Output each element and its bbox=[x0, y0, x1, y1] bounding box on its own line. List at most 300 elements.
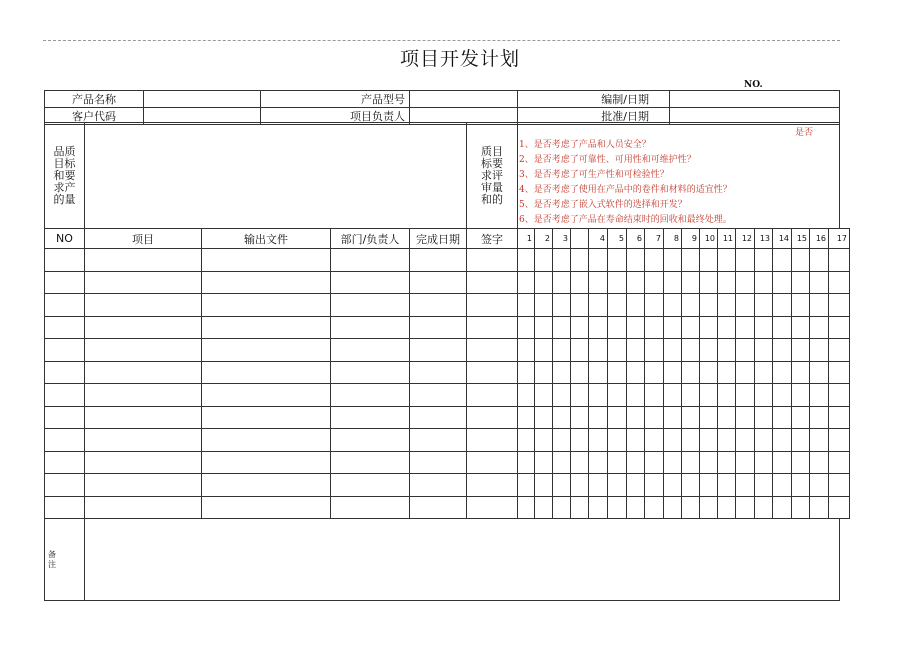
grid-cell[interactable] bbox=[608, 384, 627, 407]
grid-cell[interactable] bbox=[608, 451, 627, 474]
grid-cell[interactable] bbox=[792, 429, 810, 452]
grid-cell[interactable] bbox=[773, 249, 792, 272]
grid-cell[interactable] bbox=[700, 384, 718, 407]
compile-date-field[interactable] bbox=[670, 91, 840, 108]
grid-cell[interactable] bbox=[810, 384, 829, 407]
grid-cell[interactable] bbox=[467, 316, 518, 339]
grid-cell[interactable] bbox=[664, 496, 682, 519]
grid-cell[interactable] bbox=[682, 249, 700, 272]
grid-cell[interactable] bbox=[736, 249, 755, 272]
grid-cell[interactable] bbox=[682, 361, 700, 384]
grid-cell[interactable] bbox=[645, 294, 664, 317]
grid-cell[interactable] bbox=[627, 474, 645, 497]
grid-cell[interactable] bbox=[773, 294, 792, 317]
grid-cell[interactable] bbox=[553, 406, 571, 429]
grid-cell[interactable] bbox=[535, 249, 553, 272]
grid-cell[interactable] bbox=[535, 496, 553, 519]
grid-cell[interactable] bbox=[792, 451, 810, 474]
grid-cell[interactable] bbox=[467, 429, 518, 452]
grid-cell[interactable] bbox=[682, 429, 700, 452]
grid-cell[interactable] bbox=[682, 384, 700, 407]
grid-cell[interactable] bbox=[718, 294, 736, 317]
grid-cell[interactable] bbox=[518, 249, 535, 272]
grid-cell[interactable] bbox=[755, 294, 773, 317]
grid-cell[interactable] bbox=[589, 316, 608, 339]
grid-cell[interactable] bbox=[736, 384, 755, 407]
grid-cell[interactable] bbox=[85, 294, 202, 317]
grid-cell[interactable] bbox=[553, 339, 571, 362]
grid-cell[interactable] bbox=[85, 474, 202, 497]
grid-cell[interactable] bbox=[627, 249, 645, 272]
week-col: 6 bbox=[627, 229, 645, 249]
grid-cell[interactable] bbox=[202, 384, 331, 407]
grid-cell[interactable] bbox=[571, 249, 589, 272]
grid-cell[interactable] bbox=[202, 294, 331, 317]
grid-cell[interactable] bbox=[627, 384, 645, 407]
grid-cell[interactable] bbox=[553, 271, 571, 294]
grid-cell[interactable] bbox=[829, 496, 850, 519]
grid-cell[interactable] bbox=[467, 294, 518, 317]
grid-cell[interactable] bbox=[589, 361, 608, 384]
grid-cell[interactable] bbox=[518, 429, 535, 452]
grid-cell[interactable] bbox=[645, 361, 664, 384]
grid-cell[interactable] bbox=[85, 249, 202, 272]
grid-cell[interactable] bbox=[518, 271, 535, 294]
grid-cell[interactable] bbox=[810, 361, 829, 384]
grid-cell[interactable] bbox=[773, 474, 792, 497]
grid-cell[interactable] bbox=[645, 406, 664, 429]
grid-cell[interactable] bbox=[85, 361, 202, 384]
grid-cell[interactable] bbox=[45, 451, 85, 474]
grid-cell[interactable] bbox=[535, 429, 553, 452]
grid-cell[interactable] bbox=[608, 271, 627, 294]
week-col: 15 bbox=[792, 229, 810, 249]
grid-cell[interactable] bbox=[810, 451, 829, 474]
grid-cell[interactable] bbox=[535, 474, 553, 497]
grid-cell[interactable] bbox=[45, 339, 85, 362]
grid-cell[interactable] bbox=[829, 316, 850, 339]
grid-cell[interactable] bbox=[718, 496, 736, 519]
grid-cell[interactable] bbox=[627, 429, 645, 452]
grid-cell[interactable] bbox=[608, 429, 627, 452]
grid-cell[interactable] bbox=[518, 316, 535, 339]
grid-cell[interactable] bbox=[700, 474, 718, 497]
grid-cell[interactable] bbox=[645, 474, 664, 497]
grid-cell[interactable] bbox=[331, 361, 410, 384]
grid-cell[interactable] bbox=[664, 271, 682, 294]
grid-cell[interactable] bbox=[553, 249, 571, 272]
grid-cell[interactable] bbox=[755, 496, 773, 519]
grid-cell[interactable] bbox=[45, 271, 85, 294]
col-finish-date: 完成日期 bbox=[410, 229, 467, 249]
grid-cell[interactable] bbox=[792, 406, 810, 429]
grid-cell[interactable] bbox=[553, 361, 571, 384]
grid-cell[interactable] bbox=[829, 406, 850, 429]
grid-cell[interactable] bbox=[736, 474, 755, 497]
grid-cell[interactable] bbox=[608, 474, 627, 497]
grid-cell[interactable] bbox=[535, 451, 553, 474]
grid-cell[interactable] bbox=[645, 339, 664, 362]
grid-cell[interactable] bbox=[45, 384, 85, 407]
grid-cell[interactable] bbox=[773, 361, 792, 384]
grid-cell[interactable] bbox=[553, 429, 571, 452]
grid-cell[interactable] bbox=[331, 339, 410, 362]
grid-cell[interactable] bbox=[589, 271, 608, 294]
grid-cell[interactable] bbox=[85, 406, 202, 429]
grid-cell[interactable] bbox=[467, 406, 518, 429]
grid-cell[interactable] bbox=[553, 496, 571, 519]
grid-cell[interactable] bbox=[829, 339, 850, 362]
grid-cell[interactable] bbox=[467, 474, 518, 497]
grid-cell[interactable] bbox=[467, 249, 518, 272]
grid-cell[interactable] bbox=[202, 429, 331, 452]
grid-cell[interactable] bbox=[331, 384, 410, 407]
grid-cell[interactable] bbox=[589, 249, 608, 272]
grid-cell[interactable] bbox=[700, 361, 718, 384]
grid-cell[interactable] bbox=[682, 451, 700, 474]
grid-cell[interactable] bbox=[792, 474, 810, 497]
remark-field[interactable] bbox=[85, 519, 840, 601]
grid-cell[interactable] bbox=[589, 339, 608, 362]
grid-cell[interactable] bbox=[664, 429, 682, 452]
grid-cell[interactable] bbox=[792, 271, 810, 294]
grid-cell[interactable] bbox=[45, 249, 85, 272]
grid-cell[interactable] bbox=[700, 294, 718, 317]
grid-cell[interactable] bbox=[645, 384, 664, 407]
grid-cell[interactable] bbox=[535, 361, 553, 384]
grid-cell[interactable] bbox=[571, 451, 589, 474]
grid-cell[interactable] bbox=[718, 406, 736, 429]
grid-cell[interactable] bbox=[829, 294, 850, 317]
grid-cell[interactable] bbox=[535, 406, 553, 429]
grid-cell[interactable] bbox=[773, 316, 792, 339]
grid-cell[interactable] bbox=[410, 339, 467, 362]
grid-cell[interactable] bbox=[700, 406, 718, 429]
grid-cell[interactable] bbox=[410, 294, 467, 317]
grid-cell[interactable] bbox=[331, 496, 410, 519]
grid-cell[interactable] bbox=[571, 271, 589, 294]
col-no: NO bbox=[45, 229, 85, 249]
grid-cell[interactable] bbox=[810, 406, 829, 429]
grid-cell[interactable] bbox=[85, 451, 202, 474]
grid-cell[interactable] bbox=[682, 271, 700, 294]
grid-cell[interactable] bbox=[682, 406, 700, 429]
grid-cell[interactable] bbox=[810, 316, 829, 339]
grid-cell[interactable] bbox=[664, 294, 682, 317]
grid-cell[interactable] bbox=[645, 271, 664, 294]
grid-cell[interactable] bbox=[518, 361, 535, 384]
grid-cell[interactable] bbox=[792, 339, 810, 362]
grid-cell[interactable] bbox=[627, 271, 645, 294]
grid-cell[interactable] bbox=[700, 451, 718, 474]
grid-cell[interactable] bbox=[792, 249, 810, 272]
grid-cell[interactable] bbox=[627, 361, 645, 384]
grid-cell[interactable] bbox=[627, 339, 645, 362]
grid-cell[interactable] bbox=[589, 406, 608, 429]
grid-cell[interactable] bbox=[571, 384, 589, 407]
grid-cell[interactable] bbox=[718, 339, 736, 362]
grid-cell[interactable] bbox=[553, 294, 571, 317]
grid-cell[interactable] bbox=[736, 361, 755, 384]
grid-cell[interactable] bbox=[571, 361, 589, 384]
grid-cell[interactable] bbox=[589, 294, 608, 317]
grid-cell[interactable] bbox=[331, 406, 410, 429]
grid-cell[interactable] bbox=[608, 316, 627, 339]
grid-cell[interactable] bbox=[202, 316, 331, 339]
grid-cell[interactable] bbox=[467, 384, 518, 407]
grid-cell[interactable] bbox=[810, 429, 829, 452]
grid-cell[interactable] bbox=[773, 384, 792, 407]
grid-cell[interactable] bbox=[202, 451, 331, 474]
grid-cell[interactable] bbox=[608, 339, 627, 362]
grid-cell[interactable] bbox=[518, 406, 535, 429]
grid-cell[interactable] bbox=[589, 384, 608, 407]
grid-cell[interactable] bbox=[571, 294, 589, 317]
grid-cell[interactable] bbox=[792, 316, 810, 339]
grid-cell[interactable] bbox=[773, 496, 792, 519]
grid-cell[interactable] bbox=[718, 384, 736, 407]
grid-cell[interactable] bbox=[810, 294, 829, 317]
grid-cell[interactable] bbox=[331, 429, 410, 452]
grid-cell[interactable] bbox=[664, 384, 682, 407]
grid-cell[interactable] bbox=[718, 249, 736, 272]
grid-cell[interactable] bbox=[736, 429, 755, 452]
grid-cell[interactable] bbox=[645, 451, 664, 474]
grid-cell[interactable] bbox=[682, 339, 700, 362]
grid-cell[interactable] bbox=[535, 271, 553, 294]
grid-cell[interactable] bbox=[589, 474, 608, 497]
grid-cell[interactable] bbox=[755, 271, 773, 294]
week-col: 17 bbox=[829, 229, 850, 249]
grid-cell[interactable] bbox=[718, 271, 736, 294]
grid-cell[interactable] bbox=[810, 339, 829, 362]
grid-cell[interactable] bbox=[700, 429, 718, 452]
grid-cell[interactable] bbox=[682, 294, 700, 317]
grid-cell[interactable] bbox=[45, 474, 85, 497]
grid-cell[interactable] bbox=[645, 429, 664, 452]
grid-cell[interactable] bbox=[645, 496, 664, 519]
grid-cell[interactable] bbox=[410, 451, 467, 474]
grid-cell[interactable] bbox=[755, 406, 773, 429]
grid-cell[interactable] bbox=[202, 339, 331, 362]
grid-cell[interactable] bbox=[792, 294, 810, 317]
grid-cell[interactable] bbox=[608, 249, 627, 272]
grid-cell[interactable] bbox=[410, 429, 467, 452]
grid-cell[interactable] bbox=[682, 474, 700, 497]
grid-cell[interactable] bbox=[45, 361, 85, 384]
grid-cell[interactable] bbox=[755, 339, 773, 362]
grid-cell[interactable] bbox=[627, 406, 645, 429]
grid-cell[interactable] bbox=[331, 451, 410, 474]
quality-goals-field[interactable] bbox=[85, 123, 467, 229]
grid-cell[interactable] bbox=[85, 316, 202, 339]
grid-cell[interactable] bbox=[608, 406, 627, 429]
grid-cell[interactable] bbox=[773, 406, 792, 429]
grid-cell[interactable] bbox=[331, 271, 410, 294]
product-name-field[interactable] bbox=[144, 91, 261, 108]
grid-cell[interactable] bbox=[202, 474, 331, 497]
grid-cell[interactable] bbox=[202, 406, 331, 429]
grid-cell[interactable] bbox=[571, 496, 589, 519]
grid-cell[interactable] bbox=[518, 451, 535, 474]
grid-cell[interactable] bbox=[718, 316, 736, 339]
grid-cell[interactable] bbox=[467, 271, 518, 294]
grid-cell[interactable] bbox=[810, 474, 829, 497]
grid-cell[interactable] bbox=[773, 429, 792, 452]
grid-cell[interactable] bbox=[645, 249, 664, 272]
grid-cell[interactable] bbox=[571, 429, 589, 452]
grid-cell[interactable] bbox=[45, 294, 85, 317]
grid-cell[interactable] bbox=[331, 474, 410, 497]
grid-cell[interactable] bbox=[718, 451, 736, 474]
grid-cell[interactable] bbox=[773, 339, 792, 362]
grid-cell[interactable] bbox=[810, 271, 829, 294]
grid-cell[interactable] bbox=[755, 451, 773, 474]
grid-cell[interactable] bbox=[589, 496, 608, 519]
grid-cell[interactable] bbox=[589, 451, 608, 474]
grid-cell[interactable] bbox=[718, 474, 736, 497]
grid-cell[interactable] bbox=[736, 294, 755, 317]
grid-cell[interactable] bbox=[331, 249, 410, 272]
grid-cell[interactable] bbox=[755, 361, 773, 384]
table-row bbox=[45, 406, 850, 429]
grid-cell[interactable] bbox=[202, 361, 331, 384]
grid-cell[interactable] bbox=[518, 294, 535, 317]
grid-cell[interactable] bbox=[829, 384, 850, 407]
grid-cell[interactable] bbox=[664, 361, 682, 384]
product-model-field[interactable] bbox=[410, 91, 518, 108]
grid-cell[interactable] bbox=[664, 249, 682, 272]
grid-cell[interactable] bbox=[755, 429, 773, 452]
grid-cell[interactable] bbox=[202, 271, 331, 294]
grid-cell[interactable] bbox=[410, 316, 467, 339]
grid-cell[interactable] bbox=[467, 451, 518, 474]
grid-cell[interactable] bbox=[410, 384, 467, 407]
grid-cell[interactable] bbox=[664, 406, 682, 429]
grid-cell[interactable] bbox=[810, 249, 829, 272]
grid-cell[interactable] bbox=[810, 496, 829, 519]
grid-cell[interactable] bbox=[553, 384, 571, 407]
grid-cell[interactable] bbox=[829, 429, 850, 452]
grid-cell[interactable] bbox=[410, 496, 467, 519]
grid-cell[interactable] bbox=[627, 496, 645, 519]
grid-cell[interactable] bbox=[829, 271, 850, 294]
grid-cell[interactable] bbox=[664, 474, 682, 497]
grid-cell[interactable] bbox=[608, 496, 627, 519]
grid-cell[interactable] bbox=[467, 361, 518, 384]
grid-cell[interactable] bbox=[518, 339, 535, 362]
grid-cell[interactable] bbox=[792, 361, 810, 384]
grid-cell[interactable] bbox=[773, 451, 792, 474]
grid-cell[interactable] bbox=[700, 249, 718, 272]
grid-cell[interactable] bbox=[202, 496, 331, 519]
grid-cell[interactable] bbox=[682, 496, 700, 519]
grid-cell[interactable] bbox=[627, 294, 645, 317]
grid-cell[interactable] bbox=[682, 316, 700, 339]
grid-cell[interactable] bbox=[202, 249, 331, 272]
grid-cell[interactable] bbox=[608, 361, 627, 384]
grid-cell[interactable] bbox=[700, 271, 718, 294]
grid-cell[interactable] bbox=[664, 451, 682, 474]
grid-cell[interactable] bbox=[718, 361, 736, 384]
grid-cell[interactable] bbox=[792, 496, 810, 519]
grid-cell[interactable] bbox=[755, 474, 773, 497]
grid-cell[interactable] bbox=[736, 316, 755, 339]
grid-cell[interactable] bbox=[736, 406, 755, 429]
grid-cell[interactable] bbox=[773, 271, 792, 294]
grid-cell[interactable] bbox=[85, 339, 202, 362]
grid-cell[interactable] bbox=[608, 294, 627, 317]
grid-cell[interactable] bbox=[553, 474, 571, 497]
grid-cell[interactable] bbox=[589, 429, 608, 452]
grid-cell[interactable] bbox=[718, 429, 736, 452]
grid-cell[interactable] bbox=[518, 474, 535, 497]
grid-cell[interactable] bbox=[627, 451, 645, 474]
grid-cell[interactable] bbox=[829, 451, 850, 474]
grid-cell[interactable] bbox=[829, 361, 850, 384]
grid-cell[interactable] bbox=[755, 249, 773, 272]
grid-cell[interactable] bbox=[85, 384, 202, 407]
grid-cell[interactable] bbox=[85, 429, 202, 452]
grid-cell[interactable] bbox=[571, 474, 589, 497]
grid-cell[interactable] bbox=[410, 474, 467, 497]
grid-cell[interactable] bbox=[45, 429, 85, 452]
grid-cell[interactable] bbox=[736, 496, 755, 519]
grid-cell[interactable] bbox=[755, 384, 773, 407]
grid-cell[interactable] bbox=[467, 496, 518, 519]
grid-cell[interactable] bbox=[467, 339, 518, 362]
grid-cell[interactable] bbox=[736, 451, 755, 474]
grid-cell[interactable] bbox=[571, 339, 589, 362]
grid-cell[interactable] bbox=[331, 316, 410, 339]
grid-cell[interactable] bbox=[331, 294, 410, 317]
grid-cell[interactable] bbox=[645, 316, 664, 339]
grid-cell[interactable] bbox=[535, 384, 553, 407]
grid-cell[interactable] bbox=[85, 496, 202, 519]
grid-cell[interactable] bbox=[829, 249, 850, 272]
grid-cell[interactable] bbox=[664, 316, 682, 339]
grid-cell[interactable] bbox=[410, 271, 467, 294]
grid-cell[interactable] bbox=[700, 316, 718, 339]
grid-cell[interactable] bbox=[410, 406, 467, 429]
grid-cell[interactable] bbox=[829, 474, 850, 497]
grid-cell[interactable] bbox=[45, 406, 85, 429]
grid-cell[interactable] bbox=[535, 339, 553, 362]
grid-cell[interactable] bbox=[85, 271, 202, 294]
grid-cell[interactable] bbox=[45, 496, 85, 519]
grid-cell[interactable] bbox=[571, 316, 589, 339]
grid-cell[interactable] bbox=[45, 316, 85, 339]
grid-cell[interactable] bbox=[627, 316, 645, 339]
grid-cell[interactable] bbox=[571, 406, 589, 429]
grid-cell[interactable] bbox=[553, 451, 571, 474]
grid-cell[interactable] bbox=[535, 294, 553, 317]
grid-cell[interactable] bbox=[553, 316, 571, 339]
grid-cell[interactable] bbox=[792, 384, 810, 407]
grid-cell[interactable] bbox=[410, 361, 467, 384]
grid-cell[interactable] bbox=[736, 271, 755, 294]
grid-cell[interactable] bbox=[700, 496, 718, 519]
grid-cell[interactable] bbox=[755, 316, 773, 339]
grid-cell[interactable] bbox=[736, 339, 755, 362]
table-row bbox=[45, 361, 850, 384]
grid-cell[interactable] bbox=[518, 496, 535, 519]
grid-cell[interactable] bbox=[535, 316, 553, 339]
grid-cell[interactable] bbox=[518, 384, 535, 407]
grid-cell[interactable] bbox=[410, 249, 467, 272]
grid-cell[interactable] bbox=[700, 339, 718, 362]
grid-cell[interactable] bbox=[664, 339, 682, 362]
